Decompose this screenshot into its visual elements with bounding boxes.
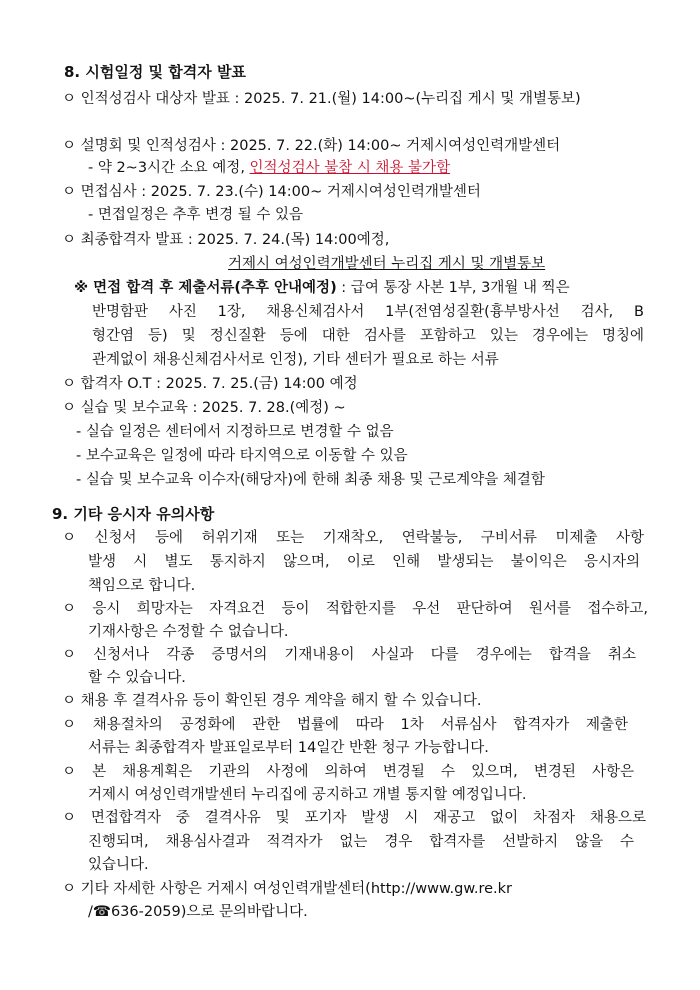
s9-item-8-line2: /☎636-2059)으로 문의바랍니다. bbox=[88, 904, 308, 920]
s8-item-interview: ㅇ 면접심사 : 2025. 7. 23.(수) 14:00~ 거제시여성인력개발센터 bbox=[62, 184, 481, 200]
section-9-title: 9. 기타 응시자 유의사항 bbox=[52, 505, 215, 523]
s8-documents-note-heading: ※ 면접 합격 후 제출서류(추후 안내예정) bbox=[74, 280, 337, 296]
s9-item-1-line2: 발생 시 별도 통지하지 않으며, 이로 인해 발생되는 불이익은 응시자의 bbox=[88, 554, 640, 570]
s9-item-6-line1: ㅇ 본 채용계획은 기관의 사정에 의하여 변경될 수 있으며, 변경된 사항은 bbox=[62, 764, 634, 780]
s8-briefing-warning: 인적성검사 불참 시 채용 불가함 bbox=[249, 160, 451, 176]
s8-item-training: ㅇ 실습 및 보수교육 : 2025. 7. 28.(예정) ~ bbox=[62, 400, 346, 416]
s9-item-2-line2: 기재사항은 수정할 수 없습니다. bbox=[88, 624, 289, 640]
s8-briefing-duration: - 약 2~3시간 소요 예정, bbox=[88, 160, 250, 176]
s8-training-note-1: - 실습 일정은 센터에서 지정하므로 변경할 수 없음 bbox=[76, 424, 394, 440]
s9-item-3-line1: ㅇ 신청서나 각종 증명서의 기재내용이 사실과 다를 경우에는 합격을 취소 bbox=[62, 647, 636, 663]
s9-item-7-line3: 있습니다. bbox=[88, 857, 149, 873]
s8-item-final-announce: ㅇ 최종합격자 발표 : 2025. 7. 24.(목) 14:00예정, bbox=[62, 232, 390, 248]
s9-item-2-line1: ㅇ 응시 희망자는 자격요건 등이 적합한지를 우선 판단하여 원서를 접수하고, bbox=[62, 601, 648, 617]
s9-item-1-line1: ㅇ 신청서 등에 허위기재 또는 기재착오, 연락불능, 구비서류 미제출 사항 bbox=[62, 530, 644, 546]
s8-training-note-3: - 실습 및 보수교육 이수자(해당자)에 한해 최종 채용 및 근로계약을 체결함 bbox=[76, 472, 545, 488]
s8-item-interview-note: - 면접일정은 추후 변경 될 수 있음 bbox=[88, 207, 303, 223]
s8-documents-note-line2: 반명함판 사진 1장, 채용신체검사서 1부(전염성질환(흉부방사선 검사, B bbox=[92, 304, 644, 320]
s9-item-6-line2: 거제시 여성인력개발센터 누리집에 공지하고 개별 통지할 예정입니다. bbox=[88, 787, 527, 803]
s8-documents-note-line3: 형간염 등) 및 정신질환 등에 대한 검사를 포함하고 있는 경우에는 명칭에 bbox=[92, 328, 644, 344]
s9-item-1-line3: 책임으로 합니다. bbox=[88, 578, 196, 594]
section-8-title: 8. 시험일정 및 합격자 발표 bbox=[64, 63, 246, 81]
s8-item-aptitude-announce: ㅇ 인적성검사 대상자 발표 : 2025. 7. 21.(월) 14:00~(누리집 게시 및 개별통보) bbox=[62, 91, 581, 107]
s8-item-briefing-note bbox=[88, 158, 450, 178]
s9-item-3-line2: 할 수 있습니다. bbox=[88, 670, 186, 686]
s8-training-note-2: - 보수교육은 일정에 따라 타지역으로 이동할 수 있음 bbox=[76, 448, 408, 464]
s8-documents-note-text: : 급여 통장 사본 1부, 3개월 내 찍은 bbox=[336, 280, 570, 296]
s9-item-7-line1: ㅇ 면접합격자 중 결격사유 및 포기자 발생 시 재공고 없이 차점자 채용으로 bbox=[62, 810, 646, 826]
s9-item-4-line1: ㅇ 채용 후 결격사유 등이 확인된 경우 계약을 해지 할 수 있습니다. bbox=[62, 693, 482, 709]
s8-documents-note-line4: 관계없이 채용신체검사서로 인정), 기타 센터가 필요로 하는 서류 bbox=[92, 352, 499, 368]
s8-documents-note bbox=[74, 278, 570, 298]
s9-item-5-line2: 서류는 최종합격자 발표일로부터 14일간 반환 청구 가능합니다. bbox=[88, 740, 489, 756]
s8-item-final-announce-cont: 거제시 여성인력개발센터 누리집 게시 및 개별통보 bbox=[228, 256, 546, 272]
s8-item-briefing: ㅇ 설명회 및 인적성검사 : 2025. 7. 22.(화) 14:00~ 거제시여성인력개발센터 bbox=[62, 138, 561, 154]
s9-item-5-line1: ㅇ 채용절차의 공정화에 관한 법률에 따라 1차 서류심사 합격자가 제출한 bbox=[62, 717, 628, 733]
s8-item-orientation: ㅇ 합격자 O.T : 2025. 7. 25.(금) 14:00 예정 bbox=[62, 376, 358, 392]
s9-item-8-line1: ㅇ 기타 자세한 사항은 거제시 여성인력개발센터(http://www.gw.re.kr bbox=[62, 881, 512, 897]
s9-item-7-line2: 진행되며, 채용심사결과 적격자가 없는 경우 합격자를 선발하지 않을 수 bbox=[88, 834, 634, 850]
